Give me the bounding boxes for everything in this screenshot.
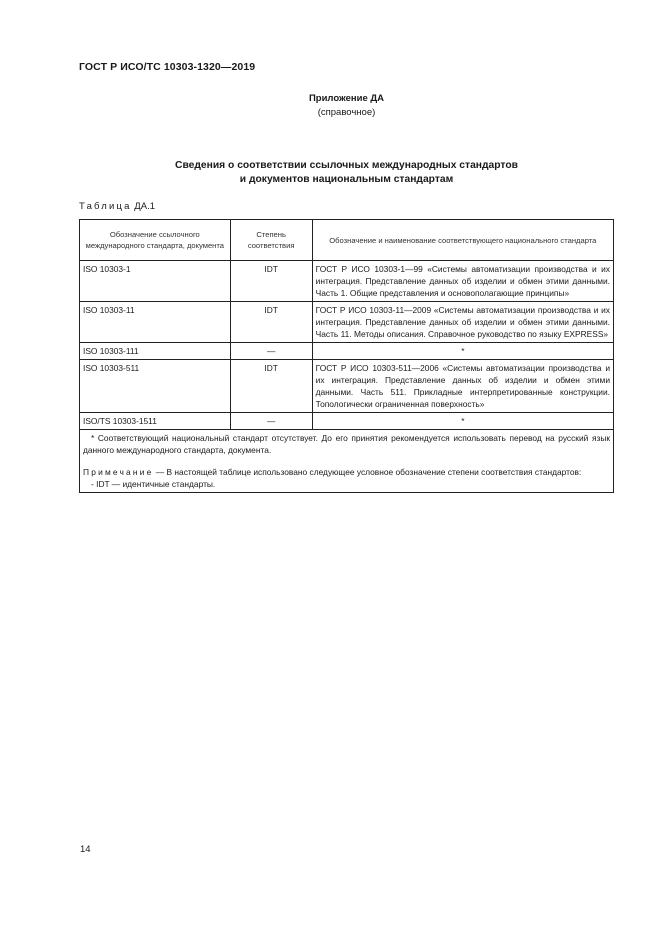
cell-degree: — xyxy=(230,413,312,430)
cell-degree: IDT xyxy=(230,261,312,302)
table-note xyxy=(83,466,610,478)
cell-reference: ISO 10303-111 xyxy=(80,343,231,360)
cell-national: ГОСТ Р ИСО 10303-11—2009 «Системы автоматизации производства и их интеграция. Представление данных об изделии и обмен этими данными. Часть 11. Методы описания. Справочное руководство по языку EXPRESS» xyxy=(312,302,613,343)
table-row xyxy=(80,413,614,430)
table-caption xyxy=(79,201,155,212)
document-code: ГОСТ Р ИСО/ТС 10303-1320—2019 xyxy=(79,61,256,73)
table-caption-word: Таблица xyxy=(79,201,132,212)
note-text: — В настоящей таблице использовано следующее условное обозначение степени соответствия стандартов: xyxy=(153,467,582,477)
annex-heading xyxy=(0,92,661,120)
cell-reference: ISO 10303-11 xyxy=(80,302,231,343)
note-label: Примечание xyxy=(83,467,154,477)
table-row xyxy=(80,343,614,360)
page-number: 14 xyxy=(80,844,91,855)
cell-reference: ISO 10303-1 xyxy=(80,261,231,302)
table-caption-number: ДА.1 xyxy=(134,201,155,212)
cell-degree: IDT xyxy=(230,360,312,413)
header-national-standard: Обозначение и наименование соответствующего национального стандарта xyxy=(312,220,613,261)
cell-national: * xyxy=(312,343,613,360)
table-row xyxy=(80,360,614,413)
correspondence-table xyxy=(79,219,614,493)
section-title xyxy=(0,159,661,187)
cell-reference: ISO 10303-511 xyxy=(80,360,231,413)
header-degree: Степень соответствия xyxy=(230,220,312,261)
cell-reference: ISO/TS 10303-1511 xyxy=(80,413,231,430)
table-notes-row xyxy=(80,430,614,493)
annex-title: Приложение ДА xyxy=(308,93,385,104)
cell-national: * xyxy=(312,413,613,430)
notes-cell xyxy=(80,430,614,493)
table-row xyxy=(80,261,614,302)
table-row xyxy=(80,302,614,343)
header-reference-standard: Обозначение ссылочного международного стандарта, документа xyxy=(80,220,231,261)
note-list-item: - IDT — идентичные стандарты. xyxy=(91,479,216,489)
section-title-line-2: и документов национальным стандартам xyxy=(239,174,454,185)
section-title-line-1: Сведения о соответствии ссылочных международных стандартов xyxy=(175,160,518,171)
annex-subtitle: (справочное) xyxy=(317,107,376,118)
table-header-row xyxy=(80,220,614,261)
cell-degree: IDT xyxy=(230,302,312,343)
table-footnote: * Соответствующий национальный стандарт отсутствует. До его принятия рекомендуется использовать перевод на русский язык данного международного стандарта, документа. xyxy=(83,433,610,455)
cell-national: ГОСТ Р ИСО 10303-1—99 «Системы автоматизации производства и их интеграция. Представление данных об изделии и обмен этими данными. Часть 1. Общие представления и основополагающие принципы» xyxy=(312,261,613,302)
cell-degree: — xyxy=(230,343,312,360)
cell-national: ГОСТ Р ИСО 10303-511—2006 «Системы автоматизации производства и их интеграция. Представление данных об изделии и обмен этими данными. Часть 511. Прикладные интерпретированные конструкции. Топологически ограниченная поверхность» xyxy=(312,360,613,413)
